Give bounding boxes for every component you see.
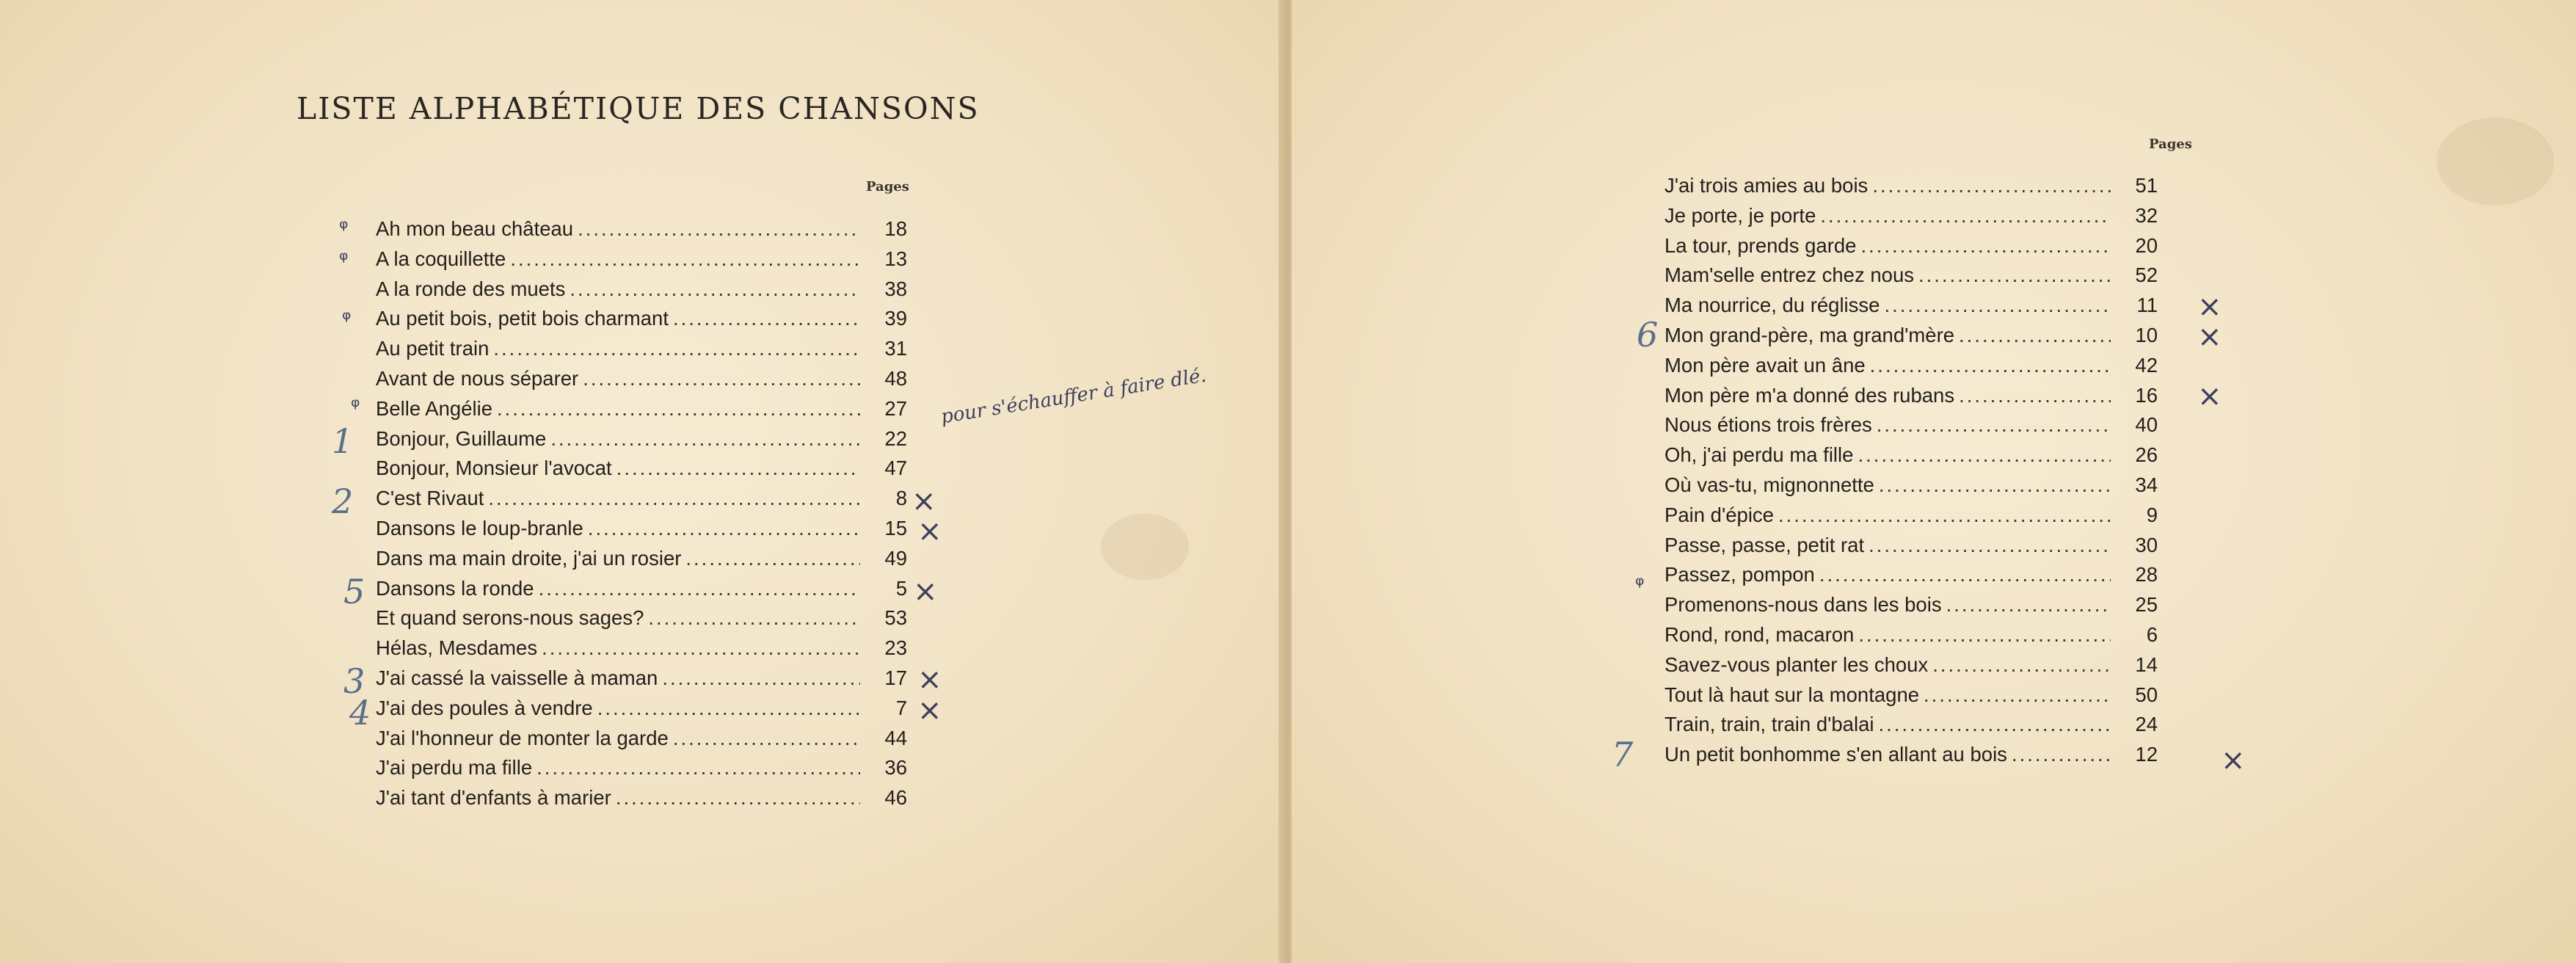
dot-leader [1819, 560, 2111, 590]
dot-leader [1872, 171, 2111, 201]
page-number: 38 [884, 277, 907, 300]
song-title: Au petit bois, petit bois charmant [376, 307, 669, 330]
song-title: Avant de nous séparer [376, 366, 579, 390]
toc-entry [1664, 620, 2158, 650]
song-title: Savez-vous planter les choux [1664, 653, 1929, 676]
dot-leader [588, 514, 860, 544]
page-number: 5 [895, 576, 907, 600]
song-title: A la coquillette [376, 247, 506, 270]
toc-entry [376, 753, 907, 783]
handwritten-x-mark: × [912, 484, 936, 518]
page-number: 8 [895, 487, 907, 510]
page-number: 10 [2135, 323, 2158, 346]
dot-leader [1959, 321, 2111, 351]
handwritten-x-mark: × [2197, 379, 2222, 413]
dot-leader [1858, 620, 2111, 650]
song-title: Passe, passe, petit rat [1664, 533, 1865, 556]
toc-entry [376, 214, 907, 244]
page-number: 25 [2135, 593, 2158, 617]
song-title: J'ai tant d'enfants à marier [376, 786, 611, 810]
toc-entry [1664, 261, 2158, 291]
handwritten-number: 3 [343, 661, 365, 701]
dot-leader [648, 603, 860, 633]
page-number: 46 [884, 786, 907, 810]
toc-entry [376, 544, 907, 574]
dot-leader [1877, 410, 2111, 440]
dot-leader [1924, 680, 2111, 711]
song-title: Dansons la ronde [376, 576, 534, 600]
page-number: 22 [884, 426, 907, 450]
toc-entry [1664, 560, 2158, 590]
page-title: LISTE ALPHABÉTIQUE DES CHANSONS [296, 91, 980, 126]
toc-entry [1664, 501, 2158, 531]
handwritten-x-mark: × [913, 575, 938, 608]
toc-entry [376, 783, 907, 813]
song-title: Dansons le loup-branle [376, 516, 583, 539]
page-number: 50 [2135, 683, 2158, 706]
dot-leader [539, 574, 860, 604]
song-title: A la ronde des muets [376, 277, 566, 300]
toc-entry [1664, 470, 2158, 501]
toc-entry [1664, 410, 2158, 440]
page-number: 20 [2135, 233, 2158, 257]
dot-leader [616, 783, 860, 813]
dot-leader [1869, 531, 2111, 561]
song-title: Passez, pompon [1664, 563, 1815, 586]
page-number: 36 [884, 756, 907, 780]
dot-leader [1778, 501, 2111, 531]
toc-entry [1664, 171, 2158, 201]
page-number: 51 [2135, 174, 2158, 197]
song-title: Mon père m'a donné des rubans [1664, 383, 1955, 407]
toc-entry [1664, 321, 2158, 351]
handwritten-tick: ᵠ [339, 247, 349, 273]
song-index-list [1664, 171, 2158, 770]
song-title: Au petit train [376, 337, 490, 360]
dot-leader [1918, 261, 2111, 291]
dot-leader [673, 724, 860, 754]
page-number: 48 [884, 366, 907, 390]
toc-entry [376, 275, 907, 305]
dot-leader [1860, 231, 2111, 261]
page-number: 26 [2135, 443, 2158, 467]
page-number: 28 [2135, 563, 2158, 586]
page-number: 17 [884, 666, 907, 689]
page-number: 39 [884, 307, 907, 330]
song-title: Nous étions trois frères [1664, 413, 1872, 437]
page-number: 53 [884, 606, 907, 630]
toc-entry [376, 334, 907, 364]
song-title: Train, train, train d'balai [1664, 713, 1874, 736]
song-title: J'ai trois amies au bois [1664, 174, 1869, 197]
dot-leader [1820, 201, 2111, 231]
page-number: 13 [884, 247, 907, 270]
toc-entry [376, 424, 907, 454]
page-number: 9 [2146, 503, 2158, 526]
page-number: 31 [884, 337, 907, 360]
dot-leader [1884, 291, 2111, 321]
song-title: Ah mon beau château [376, 217, 574, 240]
page-number: 16 [2135, 383, 2158, 407]
handwritten-number: 1 [332, 421, 354, 461]
page-number: 34 [2135, 473, 2158, 496]
song-title: Hélas, Mesdames [376, 636, 538, 660]
song-title: J'ai perdu ma fille [376, 756, 533, 780]
song-title: J'ai l'honneur de monter la garde [376, 726, 669, 749]
page-number: 14 [2135, 653, 2158, 676]
toc-entry [1664, 201, 2158, 231]
song-title: Mam'selle entrez chez nous [1664, 264, 1914, 287]
dot-leader [2012, 740, 2111, 770]
page-number: 32 [2135, 203, 2158, 227]
toc-entry [376, 484, 907, 514]
handwritten-x-mark: × [2197, 290, 2222, 324]
toc-entry [376, 664, 907, 694]
page-number: 24 [2135, 713, 2158, 736]
song-title: J'ai cassé la vaisselle à maman [376, 666, 658, 689]
handwritten-x-mark: × [2221, 744, 2246, 777]
dot-leader [493, 334, 860, 364]
dot-leader [662, 664, 860, 694]
toc-entry [376, 304, 907, 334]
toc-entry [1664, 231, 2158, 261]
song-title: Tout là haut sur la montagne [1664, 683, 1920, 706]
handwritten-tick: ᵠ [351, 394, 360, 420]
song-title: Et quand serons-nous sages? [376, 606, 644, 630]
left-page [0, 0, 1283, 963]
toc-entry [376, 514, 907, 544]
song-title: Ma nourrice, du réglisse [1664, 294, 1880, 317]
song-title: La tour, prends garde [1664, 233, 1857, 257]
toc-entry [1664, 680, 2158, 711]
song-title: Promenons-nous dans les bois [1664, 593, 1942, 617]
page-number: 11 [2136, 294, 2158, 317]
handwritten-number: 2 [332, 482, 354, 521]
page-number: 47 [884, 457, 907, 480]
toc-entry [1664, 740, 2158, 770]
handwritten-x-mark: × [917, 694, 942, 727]
toc-entry [1664, 590, 2158, 620]
song-title: Rond, rond, macaron [1664, 622, 1855, 646]
dot-leader [488, 484, 860, 514]
dot-leader [616, 454, 860, 484]
page-number: 30 [2135, 533, 2158, 556]
toc-entry [1664, 440, 2158, 470]
page-number: 49 [884, 546, 907, 570]
dot-leader [1946, 590, 2111, 620]
dot-leader [1858, 440, 2111, 470]
handwritten-note: pour s'échauffer à faire dlé. [939, 364, 1208, 429]
handwritten-x-mark: × [2197, 320, 2222, 354]
toc-entry [376, 633, 907, 664]
handwritten-tick: ᵠ [1635, 573, 1645, 598]
song-title: Bonjour, Monsieur l'avocat [376, 457, 612, 480]
toc-entry [376, 574, 907, 604]
toc-entry [376, 603, 907, 633]
toc-entry [376, 454, 907, 484]
dot-leader [1932, 650, 2111, 680]
handwritten-tick: ᵠ [339, 216, 349, 241]
pages-column-header: Pages [2149, 137, 2192, 152]
page-number: 40 [2135, 413, 2158, 437]
song-index-list [376, 214, 907, 813]
dot-leader [685, 544, 860, 574]
song-title: Un petit bonhomme s'en allant au bois [1664, 743, 2007, 766]
page-number: 15 [884, 516, 907, 539]
toc-entry [376, 364, 907, 394]
pages-column-header: Pages [866, 179, 909, 195]
toc-entry [376, 694, 907, 724]
handwritten-x-mark: × [917, 515, 942, 548]
stain [2437, 117, 2554, 206]
page-number: 18 [884, 217, 907, 240]
dot-leader [550, 424, 860, 454]
song-title: Bonjour, Guillaume [376, 426, 547, 450]
song-title: Oh, j'ai perdu ma fille [1664, 443, 1854, 467]
page-number: 42 [2135, 353, 2158, 377]
page-number: 12 [2135, 743, 2158, 766]
dot-leader [510, 244, 860, 275]
handwritten-x-mark: × [917, 663, 942, 697]
dot-leader [570, 275, 860, 305]
dot-leader [536, 753, 860, 783]
handwritten-number: 6 [1637, 315, 1659, 355]
page-number: 44 [884, 726, 907, 749]
toc-entry [1664, 351, 2158, 381]
toc-entry [1664, 381, 2158, 411]
page-number: 6 [2146, 622, 2158, 646]
page-number: 23 [884, 636, 907, 660]
song-title: C'est Rivaut [376, 487, 484, 510]
song-title: Où vas-tu, mignonnette [1664, 473, 1874, 496]
toc-entry [376, 724, 907, 754]
dot-leader [583, 364, 860, 394]
song-title: Je porte, je porte [1664, 203, 1816, 227]
handwritten-number: 4 [349, 693, 371, 733]
song-title: Dans ma main droite, j'ai un rosier [376, 546, 682, 570]
page-number: 7 [895, 696, 907, 719]
dot-leader [1879, 470, 2111, 501]
song-title: Mon père avait un âne [1664, 353, 1866, 377]
song-title: J'ai des poules à vendre [376, 696, 593, 719]
dot-leader [1959, 381, 2111, 411]
toc-entry [1664, 531, 2158, 561]
toc-entry [1664, 710, 2158, 740]
dot-leader [1878, 710, 2111, 740]
song-title: Belle Angélie [376, 396, 493, 420]
dot-leader [578, 214, 860, 244]
toc-entry [1664, 291, 2158, 321]
handwritten-number: 5 [343, 572, 365, 611]
toc-entry [376, 244, 907, 275]
dot-leader [497, 394, 860, 424]
page-number: 27 [884, 396, 907, 420]
toc-entry [376, 394, 907, 424]
dot-leader [597, 694, 860, 724]
dot-leader [542, 633, 860, 664]
dot-leader [1870, 351, 2111, 381]
page-number: 52 [2135, 264, 2158, 287]
handwritten-tick: ᵠ [342, 307, 352, 332]
handwritten-number: 7 [1612, 735, 1634, 774]
song-title: Pain d'épice [1664, 503, 1774, 526]
toc-entry [1664, 650, 2158, 680]
dot-leader [673, 304, 860, 334]
stain [1101, 514, 1189, 580]
song-title: Mon grand-père, ma grand'mère [1664, 323, 1955, 346]
